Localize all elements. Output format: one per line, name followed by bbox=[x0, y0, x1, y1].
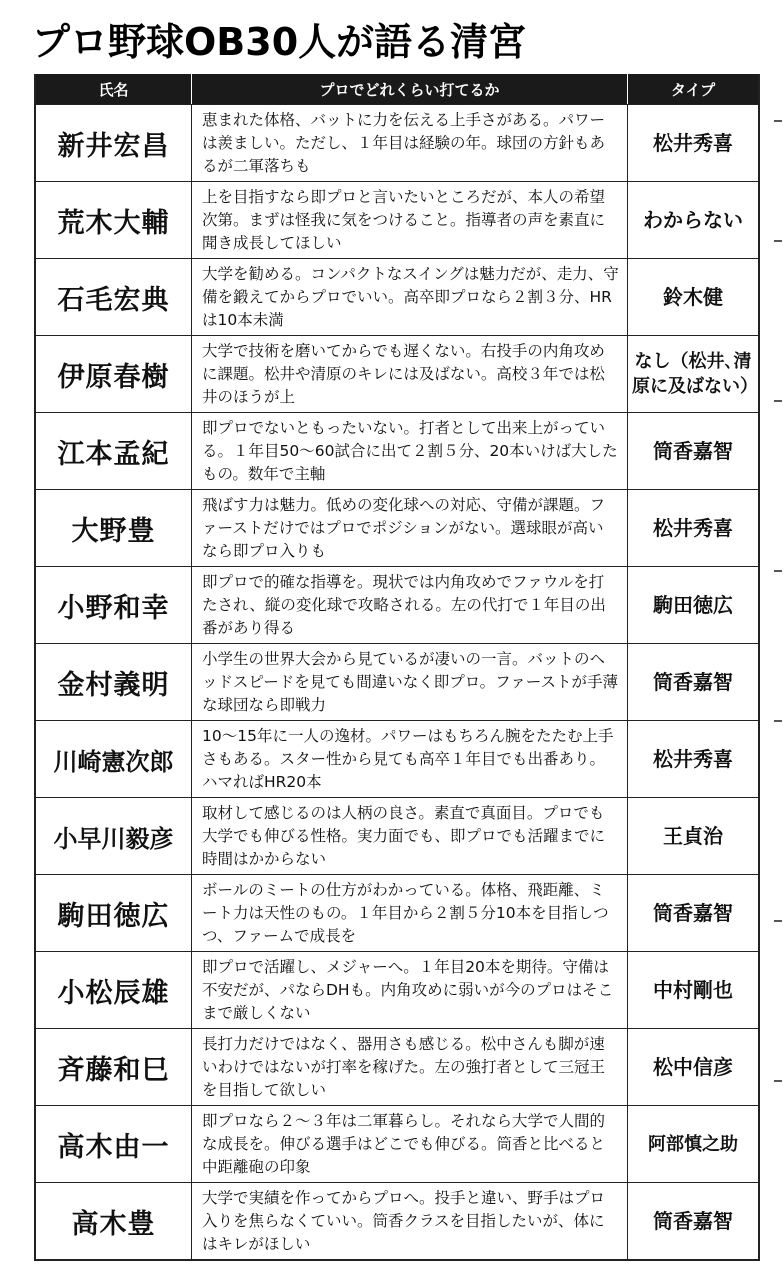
player-type: 筒香嘉智 bbox=[653, 1208, 733, 1233]
table-row bbox=[36, 258, 758, 335]
player-type: 松井秀喜 bbox=[653, 130, 733, 155]
player-comment: ボールのミートの仕方がわかっている。体格、飛距離、ミート力は天性のもの。１年目から２割５分10本を目指しつつ、ファームで成長を bbox=[202, 880, 609, 945]
edge-tick bbox=[774, 920, 782, 922]
player-comment: 大学で技術を磨いてからでも遅くない。右投手の内角攻めに課題。松井や清原のキレには及ばない。高校３年では松井のほうが上 bbox=[202, 341, 605, 406]
player-type: 王貞治 bbox=[663, 823, 723, 848]
table-row bbox=[36, 797, 758, 874]
player-name: 伊原春樹 bbox=[36, 336, 192, 412]
player-comment: 小学生の世界大会から見ているが凄いの一言。バットのヘッドスピードを見ても間違いなく即プロ。ファーストが手薄な球団なら即戦力 bbox=[202, 649, 619, 714]
player-type: 鈴木健 bbox=[663, 284, 723, 309]
player-type: 筒香嘉智 bbox=[653, 900, 733, 925]
player-comment-cell bbox=[192, 182, 628, 258]
player-comment-cell bbox=[192, 336, 628, 412]
table-row bbox=[36, 1182, 758, 1259]
edge-tick bbox=[774, 240, 782, 242]
player-comment-cell bbox=[192, 644, 628, 720]
table-header bbox=[36, 74, 758, 104]
player-comment: 取材して感じるのは人柄の良さ。素直で真面目。プロでも大学でも伸びる性格。実力面でも、即プロでも活躍までに時間はかからない bbox=[202, 803, 606, 868]
header-description: プロでどれくらい打てるか bbox=[192, 74, 628, 104]
table-row bbox=[36, 643, 758, 720]
player-type: 筒香嘉智 bbox=[653, 438, 733, 463]
player-comment-cell bbox=[192, 413, 628, 489]
table-row bbox=[36, 720, 758, 797]
player-type: 阿部慎之助 bbox=[648, 1133, 738, 1155]
page-title: プロ野球OB30人が語る清宮 bbox=[32, 20, 527, 64]
player-name: 小松辰雄 bbox=[36, 952, 192, 1028]
header-name: 氏名 bbox=[36, 74, 192, 104]
player-comment: 大学を勧める。コンパクトなスイングは魅力だが、走力、守備を鍛えてからプロでいい。高卒即プロなら２割３分、HRは10本未満 bbox=[202, 264, 619, 329]
table-row bbox=[36, 412, 758, 489]
player-name: 高木豊 bbox=[36, 1183, 192, 1259]
player-comment-cell bbox=[192, 952, 628, 1028]
player-comment: 即プロで活躍し、メジャーへ。１年目20本を期待。守備は不安だが、パならDHも。内角攻めに弱いが今のプロはそこまで厳しくない bbox=[202, 957, 614, 1022]
player-comment: 即プロでないともったいない。打者として出来上がっている。１年目50～60試合に出て２割５分、20本いけば大したもの。数年で主軸 bbox=[202, 418, 618, 483]
page-edge-marks bbox=[768, 100, 784, 1200]
player-name: 石毛宏典 bbox=[36, 259, 192, 335]
player-comment-cell bbox=[192, 798, 628, 874]
player-comment: 10～15年に一人の逸材。パワーはもちろん腕をたたむ上手さもある。スター性から見ても高卒１年目でも出番あり。ハマればHR20本 bbox=[202, 726, 614, 791]
player-name: 金村義明 bbox=[36, 644, 192, 720]
player-name: 駒田徳広 bbox=[36, 875, 192, 951]
player-comment: 即プロなら２～３年は二軍暮らし。それなら大学で人間的な成長を。伸びる選手はどこでも伸びる。筒香と比べると中距離砲の印象 bbox=[202, 1111, 606, 1176]
players-table bbox=[34, 74, 760, 1261]
player-comment-cell bbox=[192, 1106, 628, 1182]
player-comment-cell bbox=[192, 105, 628, 181]
table-row bbox=[36, 104, 758, 181]
edge-tick bbox=[774, 120, 782, 122]
player-comment: 上を目指すなら即プロと言いたいところだが、本人の希望次第。まずは怪我に気をつけること。指導者の声を素直に聞き成長してほしい bbox=[202, 187, 606, 252]
table-row bbox=[36, 181, 758, 258]
player-type: 松井秀喜 bbox=[653, 746, 733, 771]
table-row bbox=[36, 489, 758, 566]
player-name: 小野和幸 bbox=[36, 567, 192, 643]
table-row bbox=[36, 566, 758, 643]
header-type: タイプ bbox=[670, 80, 716, 99]
player-comment-cell bbox=[192, 1029, 628, 1105]
table-row bbox=[36, 1105, 758, 1182]
edge-tick bbox=[774, 400, 782, 402]
player-name: 川崎憲次郎 bbox=[36, 721, 192, 797]
player-name: 小早川毅彦 bbox=[36, 798, 192, 874]
player-type: なし（松井､清原に及ばない） bbox=[632, 351, 758, 397]
player-comment: 大学で実績を作ってからプロへ。投手と違い、野手はプロ入りを焦らなくていい。筒香クラスを目指したいが、体にはキレがほしい bbox=[202, 1188, 606, 1253]
table-row bbox=[36, 1028, 758, 1105]
edge-tick bbox=[774, 570, 782, 572]
player-type: 筒香嘉智 bbox=[653, 669, 733, 694]
player-type: 松井秀喜 bbox=[653, 515, 733, 540]
edge-tick bbox=[774, 1080, 782, 1082]
table-row bbox=[36, 874, 758, 951]
player-comment: 即プロで的確な指導を。現状では内角攻めでファウルを打たされ、縦の変化球で攻略される。左の代打で１年目の出番があり得る bbox=[202, 572, 606, 637]
player-name: 大野豊 bbox=[36, 490, 192, 566]
player-comment-cell bbox=[192, 1183, 628, 1259]
player-comment-cell bbox=[192, 721, 628, 797]
player-comment-cell bbox=[192, 875, 628, 951]
player-name: 高木由一 bbox=[36, 1106, 192, 1182]
table-row bbox=[36, 951, 758, 1028]
table-row bbox=[36, 335, 758, 412]
player-type: 中村剛也 bbox=[653, 977, 733, 1002]
player-type: 駒田徳広 bbox=[653, 592, 733, 617]
player-type: 松中信彦 bbox=[653, 1054, 733, 1079]
player-name: 斉藤和巳 bbox=[36, 1029, 192, 1105]
player-comment-cell bbox=[192, 567, 628, 643]
player-comment: 飛ばす力は魅力。低めの変化球への対応、守備が課題。ファーストだけではプロでポジションがない。選球眼が高いなら即プロ入りも bbox=[202, 495, 606, 560]
edge-tick bbox=[774, 720, 782, 722]
player-comment-cell bbox=[192, 259, 628, 335]
player-name: 荒木大輔 bbox=[36, 182, 192, 258]
player-type: わからない bbox=[643, 207, 743, 232]
player-name: 新井宏昌 bbox=[36, 105, 192, 181]
player-comment: 恵まれた体格、バットに力を伝える上手さがある。パワーは羨ましい。ただし、１年目は経験の年。球団の方針もあるが二軍落ちも bbox=[202, 110, 606, 175]
player-comment: 長打力だけではなく、器用さも感じる。松中さんも脚が速いわけではないが打率を稼げた。左の強打者として三冠王を目指して欲しい bbox=[202, 1034, 606, 1099]
player-comment-cell bbox=[192, 490, 628, 566]
player-name: 江本孟紀 bbox=[36, 413, 192, 489]
